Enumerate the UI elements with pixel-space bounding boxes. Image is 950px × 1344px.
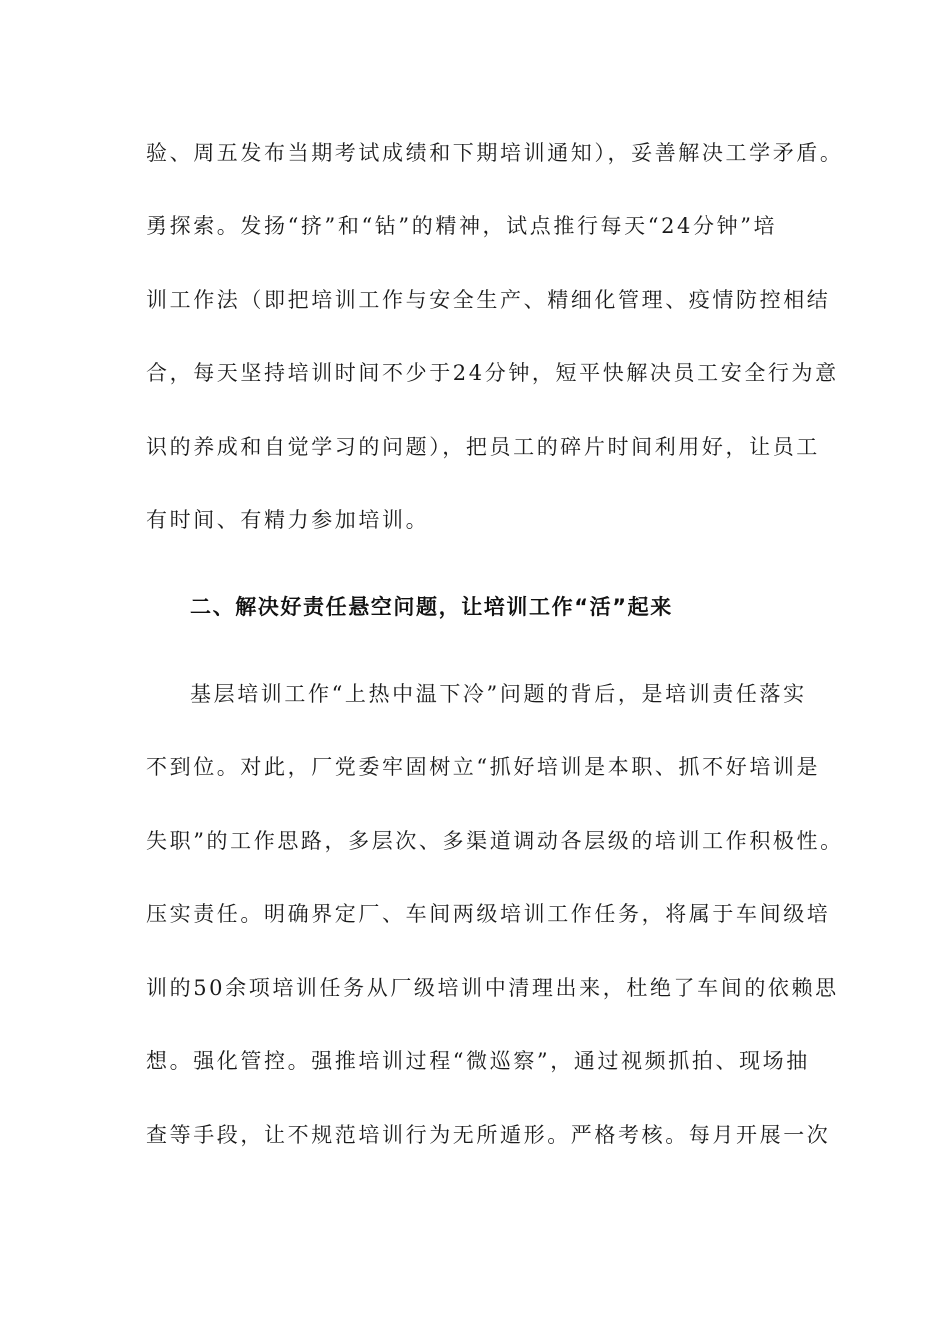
section-heading: 二、解决好责任悬空问题，让培训工作“活”起来 [190,595,673,619]
paragraph-line: 查等手段，让不规范培训行为无所遁形。严格考核。每月开展一次 [146,1123,831,1147]
paragraph-line: 训工作法（即把培训工作与安全生产、精细化管理、疫情防控相结 [146,288,831,312]
paragraph-line: 识的养成和自觉学习的问题），把员工的碎片时间利用好，让员工 [146,435,820,459]
paragraph-line: 压实责任。明确界定厂、车间两级培训工作任务，将属于车间级培 [146,902,831,926]
paragraph-line: 有时间、有精力参加培训。 [146,508,430,532]
paragraph-line: 合，每天坚持培训时间不少于24分钟，短平快解决员工安全行为意 [146,361,839,385]
paragraph-line: 失职”的工作思路，多层次、多渠道调动各层级的培训工作积极性。 [146,829,844,853]
paragraph-line: 不到位。对此，厂党委牢固树立“抓好培训是本职、抓不好培训是 [146,755,821,779]
paragraph-line: 勇探索。发扬“挤”和“钻”的精神，试点推行每天“24分钟”培 [146,214,778,238]
paragraph-line: 想。强化管控。强推培训过程“微巡察”，通过视频抓拍、现场抽 [146,1049,810,1073]
paragraph-line: 验、周五发布当期考试成绩和下期培训通知），妥善解决工学矛盾。 [146,141,844,165]
paragraph-line: 训的50余项培训任务从厂级培训中清理出来，杜绝了车间的依赖思 [146,976,839,1000]
paragraph-line: 基层培训工作“上热中温下冷”问题的背后，是培训责任落实 [190,682,807,706]
